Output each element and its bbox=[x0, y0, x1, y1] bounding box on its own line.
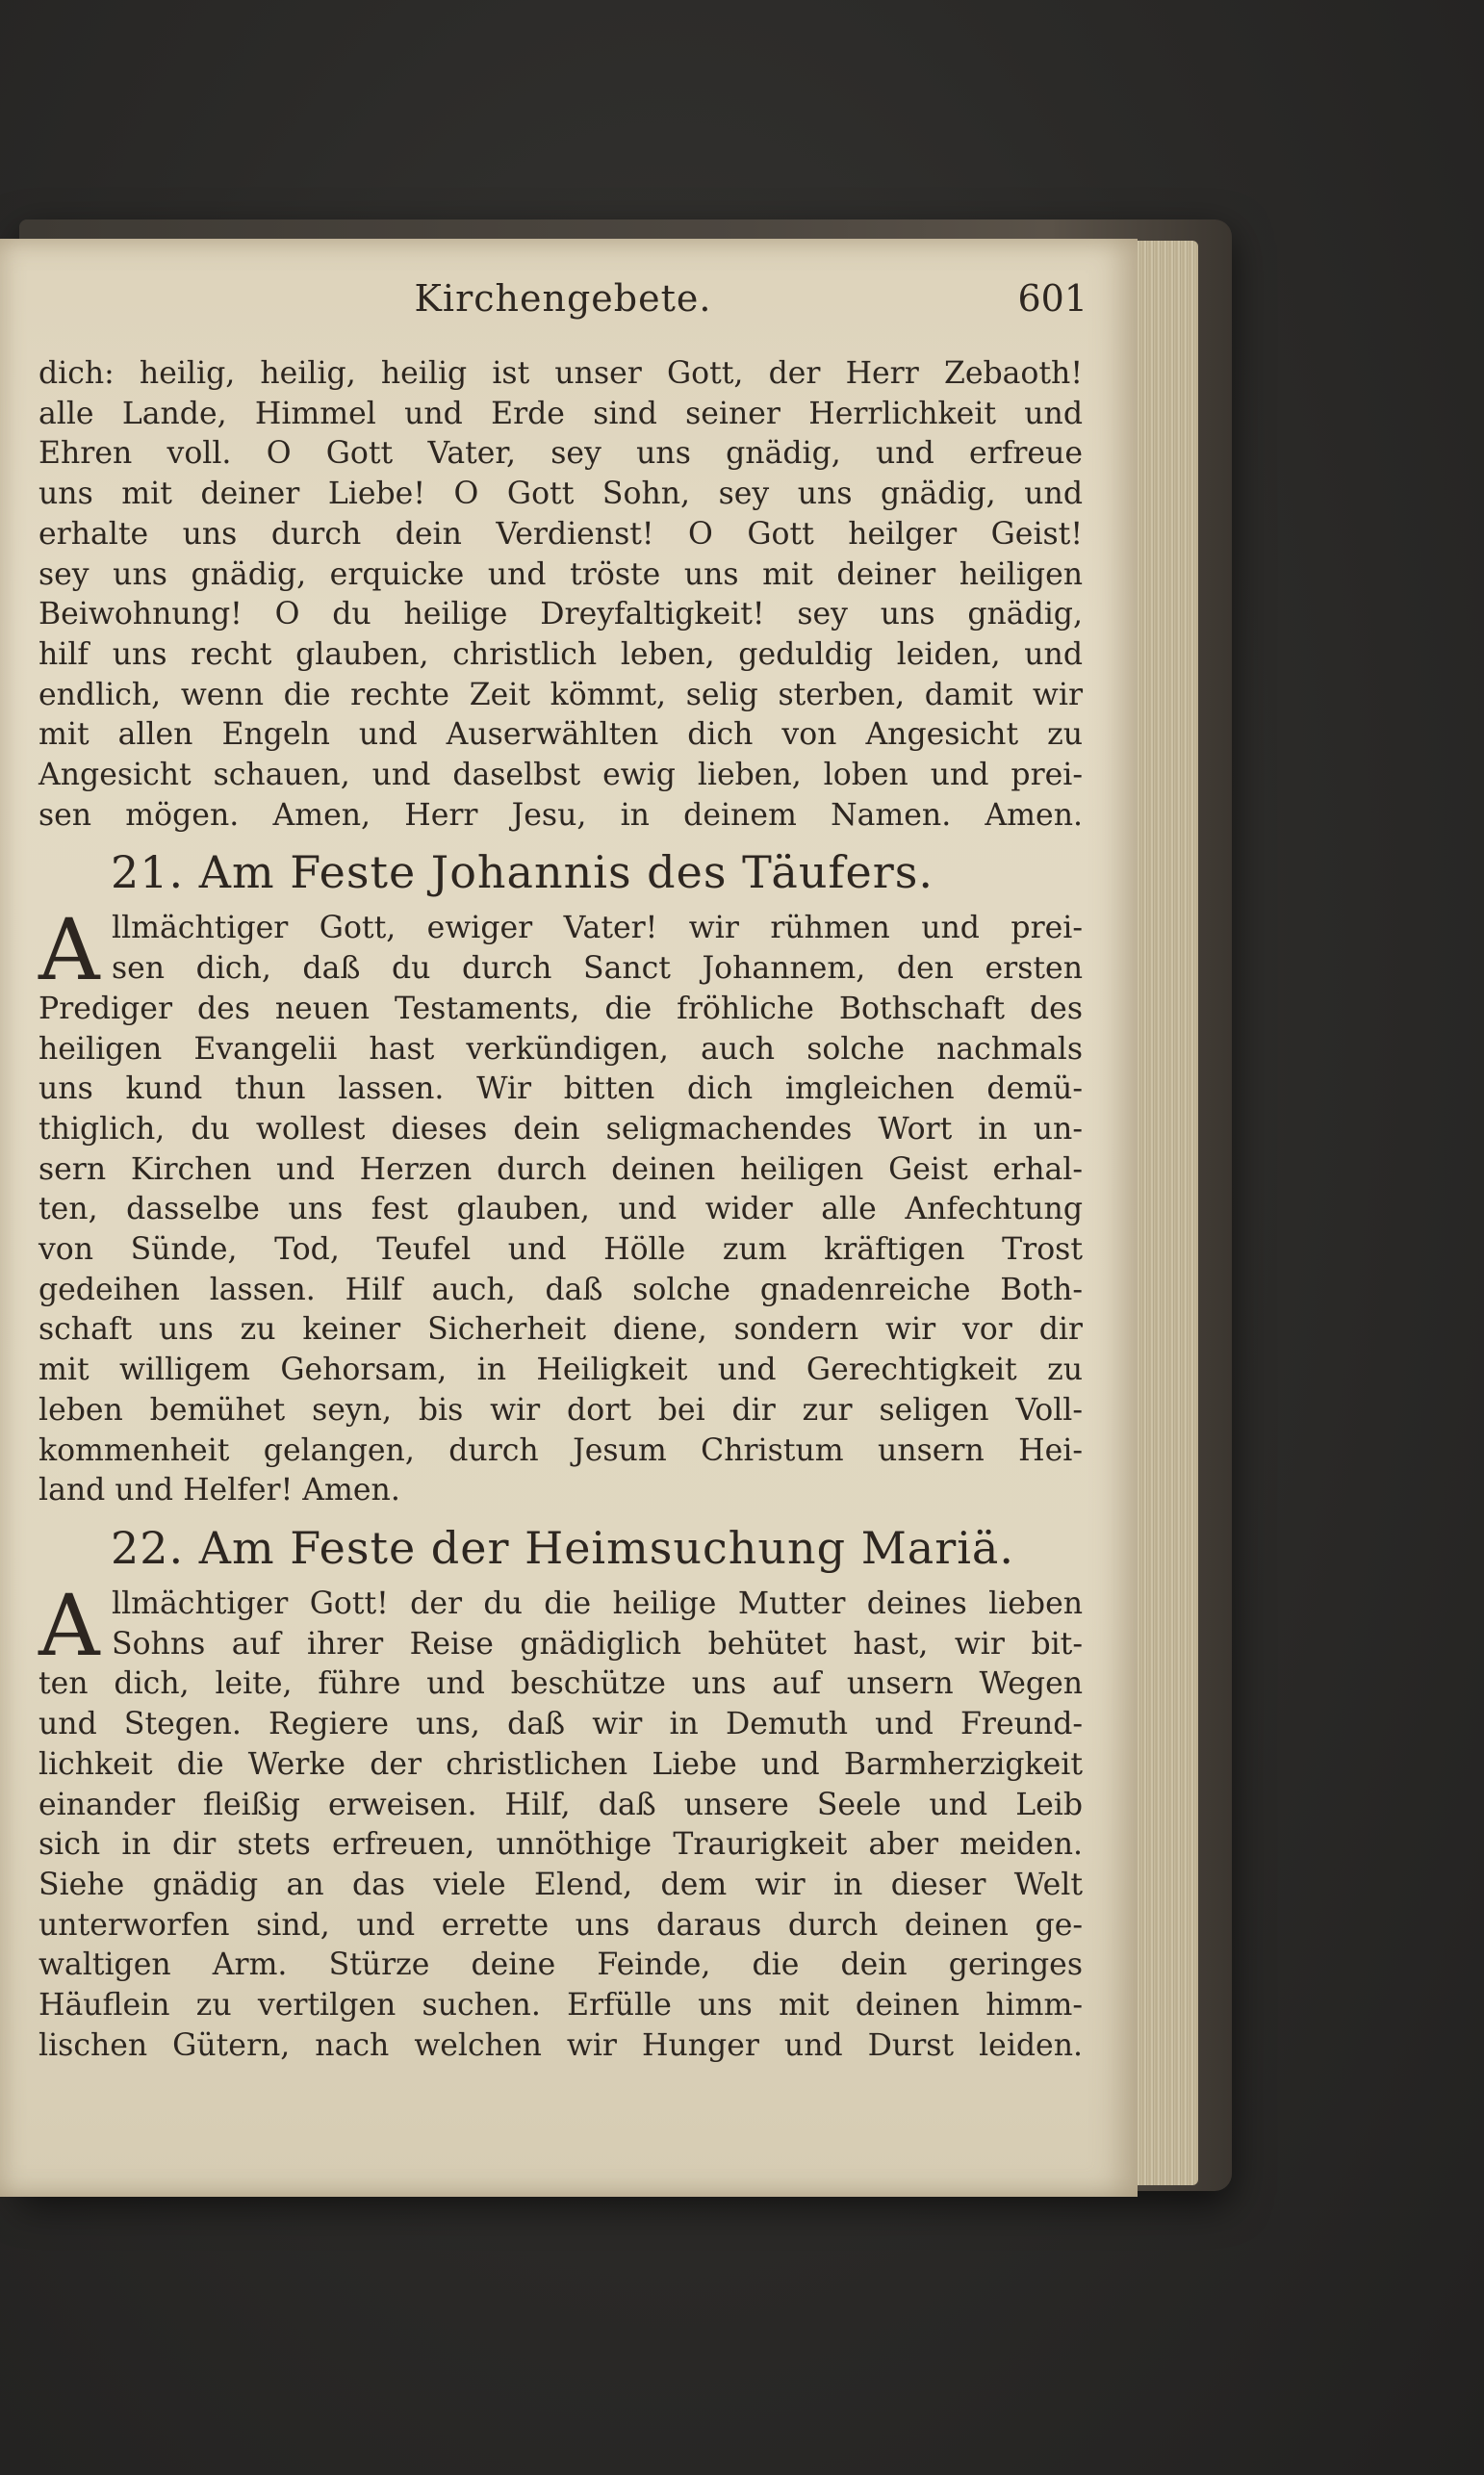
text-line: alle Lande, Himmel und Erde sind seiner Herrlichkeit und bbox=[38, 396, 1083, 431]
text-line: Siehe gnädig an das viele Elend, dem wir in dieser Welt bbox=[38, 1867, 1083, 1902]
text-line: kommenheit gelangen, durch Jesum Christum unsern Hei- bbox=[38, 1432, 1083, 1468]
text-line: schaft uns zu keiner Sicherheit diene, sondern wir vor dir bbox=[38, 1312, 1083, 1348]
drop-cap: A bbox=[38, 1575, 100, 1675]
prayer-21 bbox=[38, 900, 1083, 1511]
text-line: llmächtiger Gott! der du die heilige Mutter deines lieben bbox=[112, 1586, 1083, 1621]
section-heading-22: 22. Am Feste der Heimsuchung Mariä. bbox=[111, 1521, 1014, 1574]
text-line: erhalte uns durch dein Verdienst! O Gott heilger Geist! bbox=[38, 516, 1083, 552]
text-line: lichkeit die Werke der christlichen Liebe und Barmherzigkeit bbox=[38, 1746, 1083, 1782]
text-line: thiglich, du wollest dieses dein seligmachendes Wort in un- bbox=[38, 1111, 1083, 1147]
text-line: sich in dir stets erfreuen, unnöthige Traurigkeit aber meiden. bbox=[38, 1827, 1083, 1863]
text-line: land und Helfer! Amen. bbox=[38, 1473, 400, 1508]
text-line: ten, dasselbe uns fest glauben, und wider alle Anfechtung bbox=[38, 1192, 1083, 1227]
section-heading-21: 21. Am Feste Johannis des Täufers. bbox=[111, 846, 934, 899]
text-line: waltigen Arm. Stürze deine Feinde, die dein geringes bbox=[38, 1947, 1083, 1983]
text-line: und Stegen. Regiere uns, daß wir in Demuth und Freund- bbox=[38, 1707, 1083, 1742]
page-header bbox=[38, 277, 1087, 335]
text-line: sey uns gnädig, erquicke und tröste uns mit deiner heiligen bbox=[38, 556, 1083, 592]
prayer-22 bbox=[38, 1575, 1083, 2066]
text-line: uns mit deiner Liebe! O Gott Sohn, sey uns gnädig, und bbox=[38, 477, 1083, 512]
page-number: 601 bbox=[1017, 277, 1087, 320]
text-line: hilf uns recht glauben, christlich leben, geduldig leiden, und bbox=[38, 636, 1083, 672]
text-line: leben bemühet seyn, bis wir dort bei dir zur seligen Voll- bbox=[38, 1392, 1083, 1428]
text-line: lischen Gütern, nach welchen wir Hunger und Durst leiden. bbox=[38, 2027, 1083, 2063]
text-line: sen mögen. Amen, Herr Jesu, in deinem Namen. Amen. bbox=[38, 797, 1083, 833]
text-line: Ehren voll. O Gott Vater, sey uns gnädig, und erfreue bbox=[38, 436, 1083, 472]
text-line: ten dich, leite, führe und beschütze uns auf unsern Wegen bbox=[38, 1666, 1083, 1702]
text-line: Angesicht schauen, und daselbst ewig lieben, loben und prei- bbox=[38, 758, 1083, 793]
drop-cap: A bbox=[38, 900, 100, 1000]
text-line: Prediger des neuen Testaments, die fröhliche Bothschaft des bbox=[38, 991, 1083, 1026]
text-line: einander fleißig erweisen. Hilf, daß unsere Seele und Leib bbox=[38, 1787, 1083, 1822]
text-line: sen dich, daß du durch Sanct Johannem, den ersten bbox=[112, 951, 1083, 987]
text-line: mit allen Engeln und Auserwählten dich von Angesicht zu bbox=[38, 717, 1083, 753]
running-head: Kirchengebete. bbox=[414, 277, 712, 320]
text-line: Häuflein zu vertilgen suchen. Erfülle uns mit deinen himm- bbox=[38, 1988, 1083, 2024]
text-line: dich: heilig, heilig, heilig ist unser Gott, der Herr Zebaoth! bbox=[38, 356, 1083, 391]
text-line: sern Kirchen und Herzen durch deinen heiligen Geist erhal- bbox=[38, 1151, 1083, 1187]
text-line: unterworfen sind, und errette uns daraus durch deinen ge- bbox=[38, 1907, 1083, 1943]
intro-paragraph bbox=[38, 354, 1083, 836]
text-line: heiligen Evangelii hast verkündigen, auch solche nachmals bbox=[38, 1031, 1083, 1067]
page-text bbox=[38, 354, 1083, 2066]
text-line: uns kund thun lassen. Wir bitten dich imgleichen demü- bbox=[38, 1071, 1083, 1107]
book-page bbox=[0, 239, 1138, 2197]
text-line: gedeihen lassen. Hilf auch, daß solche gnadenreiche Both- bbox=[38, 1272, 1083, 1307]
text-line: Sohns auf ihrer Reise gnädiglich behütet hast, wir bit- bbox=[112, 1626, 1083, 1662]
text-line: von Sünde, Tod, Teufel und Hölle zum kräftigen Trost bbox=[38, 1232, 1083, 1268]
text-line: endlich, wenn die rechte Zeit kömmt, selig sterben, damit wir bbox=[38, 677, 1083, 712]
text-line: Beiwohnung! O du heilige Dreyfaltigkeit! sey uns gnädig, bbox=[38, 597, 1083, 632]
text-line: mit willigem Gehorsam, in Heiligkeit und Gerechtigkeit zu bbox=[38, 1353, 1083, 1388]
text-line: llmächtiger Gott, ewiger Vater! wir rühmen und prei- bbox=[112, 911, 1083, 946]
